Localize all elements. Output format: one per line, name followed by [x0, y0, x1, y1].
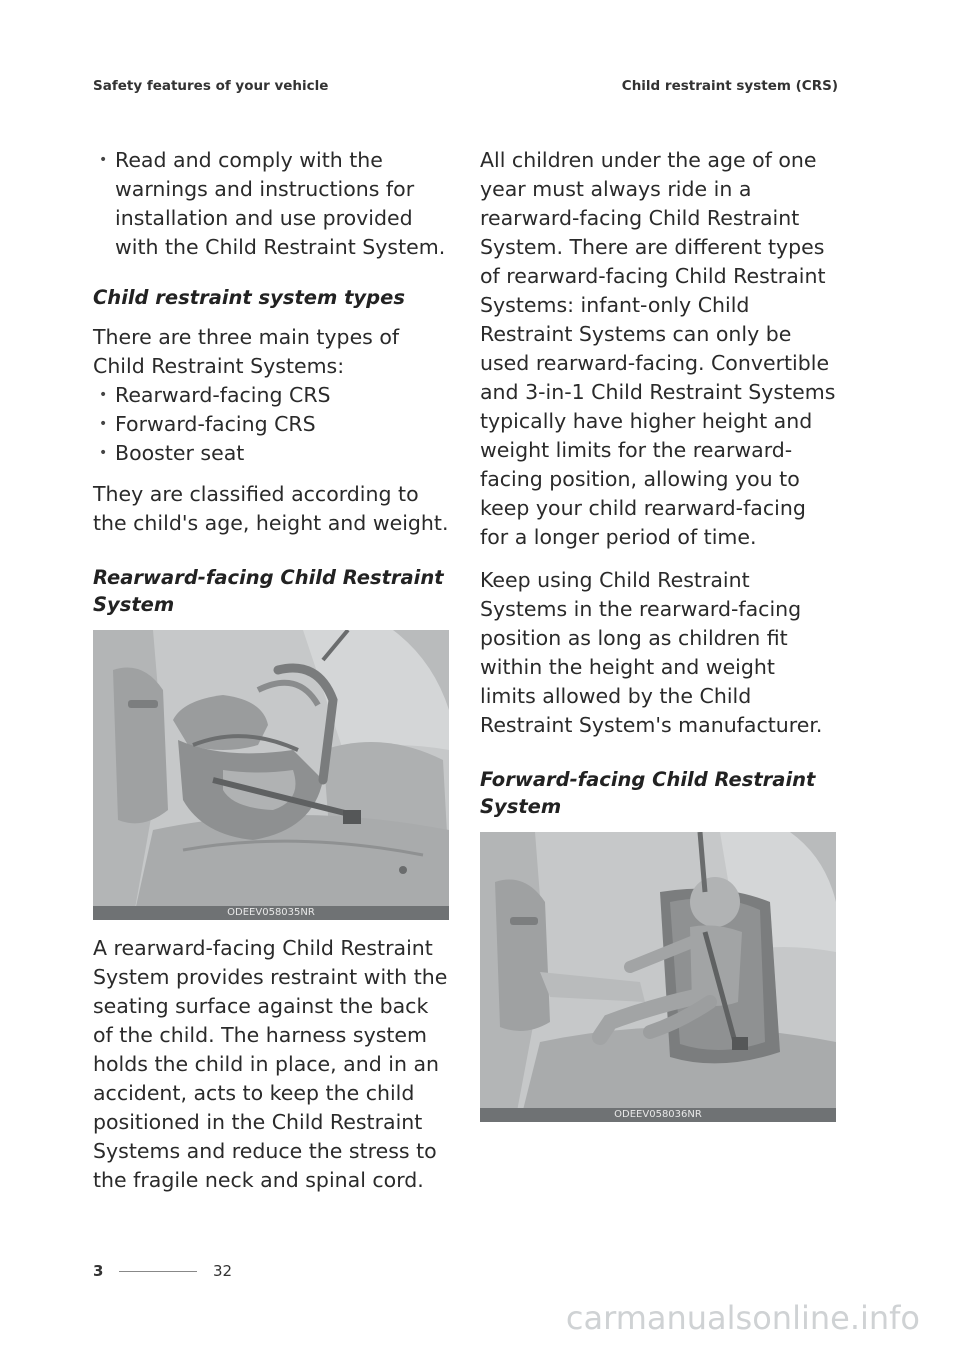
- figure-code-rear: ODEEV058035NR: [93, 906, 449, 920]
- right-column: [480, 146, 836, 1136]
- figure-forward-crs: [480, 832, 836, 1122]
- keep-using-paragraph: Keep using Child Restraint Systems in the rearward-facing position as long as children fit within the height and weight limits allowed by the Child Restraint System's manufacturer.: [480, 568, 823, 737]
- list-item: • Rearward-facing CRS: [93, 381, 449, 410]
- figure-rearward-crs: [93, 630, 449, 920]
- intro-bullet: • Read and comply with the warnings and instructions for installation and use provided with the Child Restraint System.: [93, 146, 449, 262]
- chapter-number: 3: [93, 1262, 104, 1280]
- page-footer: [93, 1262, 232, 1280]
- crs-types-list: [93, 381, 449, 468]
- types-note: They are classified according to the child's age, height and weight.: [93, 482, 449, 535]
- forward-crs-illustration: [480, 832, 836, 1122]
- heading-rearward: Rearward-facing Child Restraint System: [93, 566, 444, 616]
- watermark: carmanualsonline.info: [565, 1299, 920, 1337]
- heading-crs-types: Child restraint system types: [93, 286, 405, 309]
- left-column: [93, 146, 449, 1209]
- intro-bullet-list: [93, 146, 449, 262]
- types-intro: There are three main types of Child Restraint Systems:: [93, 325, 400, 378]
- rearward-description: A rearward-facing Child Restraint System provides restraint with the seating surface against the back of the child. The harness system holds the child in place, and in an accident, acts to keep the child positioned in the Child Restraint Systems and reduce the stress to the fragile neck and spinal cord.: [93, 936, 448, 1192]
- rearward-crs-illustration: [93, 630, 449, 920]
- running-header-topic: Child restraint system (CRS): [621, 78, 838, 94]
- heading-forward: Forward-facing Child Restraint System: [480, 768, 816, 818]
- under-one-paragraph: All children under the age of one year must always ride in a rearward-facing Child Restraint System. There are different types of rearward-facing Child Restraint Systems: infant-only Child Restraint Systems can only be used rearward-facing. Convertible and 3-in-1 Child Restraint Systems typically have higher height and weight limits for the rearward-facing position, allowing you to keep your child rearward-facing for a longer period of time.: [480, 148, 836, 549]
- list-item: • Forward-facing CRS: [93, 410, 449, 439]
- list-item: • Booster seat: [93, 439, 449, 468]
- page-number: 32: [213, 1262, 233, 1280]
- figure-code-forward: ODEEV058036NR: [480, 1108, 836, 1122]
- footer-rule: [119, 1271, 197, 1272]
- running-header-section: Safety features of your vehicle: [93, 78, 329, 94]
